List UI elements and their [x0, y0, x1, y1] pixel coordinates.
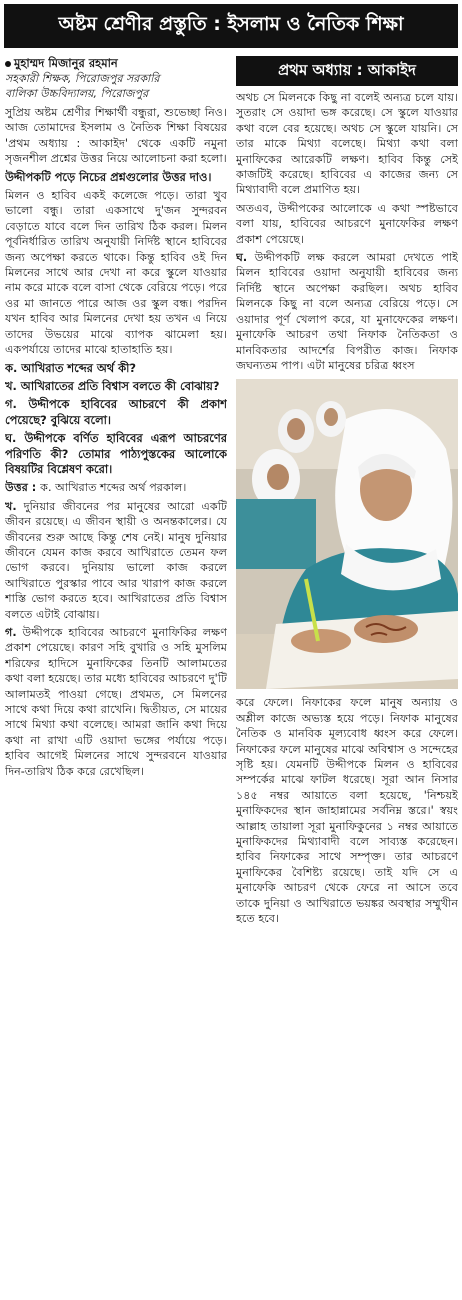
answer-label: উত্তর :: [5, 481, 41, 495]
author-affiliation: [5, 71, 227, 101]
page-banner: [4, 4, 458, 48]
photo-illustration: [236, 379, 458, 689]
author-info-line1: সহকারী শিক্ষক, পিরোজপুর সরকারি: [5, 72, 160, 85]
answer-ga: গ. উদ্দীপকে হাবিবের আচরণে মুনাফিকির লক্ষণ প্রকাশ পেয়েছে। কারণ সহি বুখারি ও সহি মুসলিম শরিফের হাদিসে মুনাফিকের তিনটি আলামতের কথা বলা হয়েছে। তার মধ্যে হাবিবের আচরণে দু'টি আলামতই পাওয়া গেছে। প্রথমত, সে মিলনের সাথে কথা দিয়ে কথা রাখেনি। দ্বিতীয়ত, সে মায়ের সাথে মিথ্যা কথা বলেছে। আমরা জানি কথা দিয়ে কথা না রাখা এটি ওয়াদা ভঙ্গের পর্যায়ে পড়ে। হাবিব আগেই মিলনের সাথে সুন্দরবনে যাওয়ার দিন-তারিখ ঠিক করে রেখেছিল।: [5, 626, 227, 778]
chapter-header: [236, 56, 458, 86]
question-kha: খ. আখিরাতের প্রতি বিশ্বাস বলতে কী বোঝায়?: [5, 378, 220, 393]
right-paragraph-2: অতএব, উদ্দীপকের আলোকে এ কথা স্পষ্টভাবে বলা যায়, হাবিবের আচরণে মুনাফেকির লক্ষণ প্রকাশ পেয়েছে।: [236, 201, 458, 246]
students-exam-photo: [236, 379, 458, 689]
author-info-line2: বালিকা উচ্চবিদ্যালয়, পিরোজপুর: [5, 87, 149, 100]
left-column: [5, 56, 227, 1296]
question-ka: ক. আখিরাত শব্দের অর্থ কী?: [5, 360, 136, 375]
question-gha: ঘ. উদ্দীপকে বর্ণিত হাবিবের এরূপ আচরণের পরিণতি কী? তোমার পাঠ্যপুস্তকের আলোকে বিষয়টির বিশ্লেষণ করো।: [5, 431, 227, 476]
answer-ka: উত্তর : ক. আখিরাত শব্দের অর্থ পরকাল।: [5, 481, 187, 495]
intro-paragraph: সুপ্রিয় অষ্টম শ্রেণীর শিক্ষার্থী বন্ধুরা, শুভেচ্ছা নিও। আজ তোমাদের ইসলাম ও নৈতিক শিক্ষা বিষয়ের 'প্রথম অধ্যায় : আকাইদ' থেকে একটি নমুনা সৃজনশীল প্রশ্নের উত্তর নিয়ে আলোচনা করা হলো।: [5, 106, 227, 166]
question-ga: গ. উদ্দীপকে হাবিবের আচরণে কী প্রকাশ পেয়েছে? বুঝিয়ে বলো।: [5, 397, 227, 427]
chapter-title: প্রথম অধ্যায় : আকাইদ: [278, 60, 416, 79]
bullet-icon: [5, 61, 11, 67]
right-paragraph-4: করে ফেলে। নিফাকের ফলে মানুষ অন্যায় ও অশ্লীল কাজে অভ্যস্ত হয়ে পড়ে। নিফাক মানুষের নৈতিক ও মানবিক মূল্যবোধ ধ্বংস করে ফেলে। নিফাকের ফলে মানুষের মাঝে অবিশ্বাস ও সন্দেহের সৃষ্টি হয়। যেমনটি উদ্দীপকে মিলন ও হাবিবের সম্পর্কের মাঝে ফাটল ধরেছে। সূরা আন নিসার ১৪৫ নম্বর আয়াতে বলা হয়েছে, 'নিশ্চয়ই মুনাফিকদের স্থান জাহান্নামের সর্বনিম্ন স্তরে।' স্বয়ং আল্লাহ তায়ালা সূরা মুনাফিকুনের ১ নম্বর আয়াতে মুনাফিকদের মিথ্যাবাদী বলে সাব্যস্ত করেছেন। হাবিব নিফাকের সাথে সম্পৃক্ত। তার আচরণে মুনাফিকের বৈশিষ্ট্য রয়েছে। তাই যদি সে এ মুনাফেকি আচরণ থেকে ফেরে না আসে তবে তাকে দুনিয়া ও আখিরাতে ভয়ঙ্কর অবস্থার সম্মুখীন হতে হবে।: [236, 696, 458, 925]
stimulus-paragraph: মিলন ও হাবিব একই কলেজে পড়ে। তারা খুব ভালো বন্ধু। তারা একসাথে দু'জন সুন্দরবন বেড়াতে যাবে বলে দিন তারিখ ঠিক করল। মিলন পূর্বনির্ধারিত তারিখ অনুযায়ী নির্দিষ্ট স্থানে হাবিবের জন্য অপেক্ষা করতে থাকে। কিন্তু হাবিব ওই দিন মিলনের সাথে আর দেখা না করে স্কুলে যাওয়ার নাম করে মাকে বলে বাসা থেকে বেরিয়ে পড়ে। পরে ওর মা জানতে পারে আজ ওর স্কুল বন্ধ। পরদিন যখন হাবিব আর মিলনের দেখা হয় তখন এ নিয়ে তাদের উভয়ের মাঝে ব্যাপক ঝামেলা হয়। একপর্যায়ে তাদের মাঝে হাতাহাতি হয়।: [5, 189, 227, 357]
instruction-text: উদ্দীপকটি পড়ে নিচের প্রশ্নগুলোর উত্তর দাও।: [5, 169, 212, 184]
answer-gha: ঘ. উদ্দীপকটি লক্ষ করলে আমরা দেখতে পাই মিলন হাবিবের ওয়াদা অনুযায়ী হাবিবের জন্য নির্দিষ্ট স্থানে অপেক্ষা করছিল। অথচ হাবিব মিলনকে কিছু না বলে অন্যত্র বেরিয়ে পড়ে। সে ওয়াদার পূর্ণ খেলাপ করে, যা মুনাফেকের লক্ষণ। মুনাফেকি আচরণ তথা নিফাক নৈতিকতা ও মানবিকতার আদর্শের বিপরীত কাজ। নিফাক জঘন্যতম পাপ। এটা মানুষের চরিত্র ধ্বংস: [236, 251, 458, 372]
banner-title: অষ্টম শ্রেণীর প্রস্তুতি : ইসলাম ও নৈতিক শিক্ষা: [58, 13, 404, 35]
right-paragraph-1: অথচ সে মিলনকে কিছু না বলেই অন্যত্র চলে যায়। সুতরাং সে ওয়াদা ভঙ্গ করেছে। সে স্কুলে যাওয়ার কথা বলে বের হয়েছে। অথচ সে স্কুলে যায়নি। সে তার মাকে মিথ্যা বলেছে। মিথ্যা কথা বলা মুনাফিকের আরেকটি লক্ষণ। হাবিব কিন্তু সেই কাজটিই করেছে। হাবিবের এ কাজের জন্য সে মিথ্যাবাদী বলে প্রমাণিত হয়।: [236, 91, 458, 197]
author-name: মুহাম্মদ মিজানুর রহমান: [5, 56, 227, 71]
right-column: [236, 56, 458, 1296]
answer-kha: খ. দুনিয়ার জীবনের পর মানুষের আরো একটি জীবন রয়েছে। এ জীবন স্থায়ী ও অনন্তকালের। যে জীবনের শুরু আছে কিন্তু শেষ নেই। মানুষ দুনিয়ার জীবনে যেমন কাজ করবে আখিরাতে তেমন ফল ভোগ করবে। দুনিয়ায় ভালো কাজ করলে আখিরাতে পুরস্কার পাবে আর খারাপ কাজ করলে শাস্তি ভোগ করতে হবে। আখিরাতের প্রতি বিশ্বাস বলতে এটাই বোঝায়।: [5, 499, 227, 621]
